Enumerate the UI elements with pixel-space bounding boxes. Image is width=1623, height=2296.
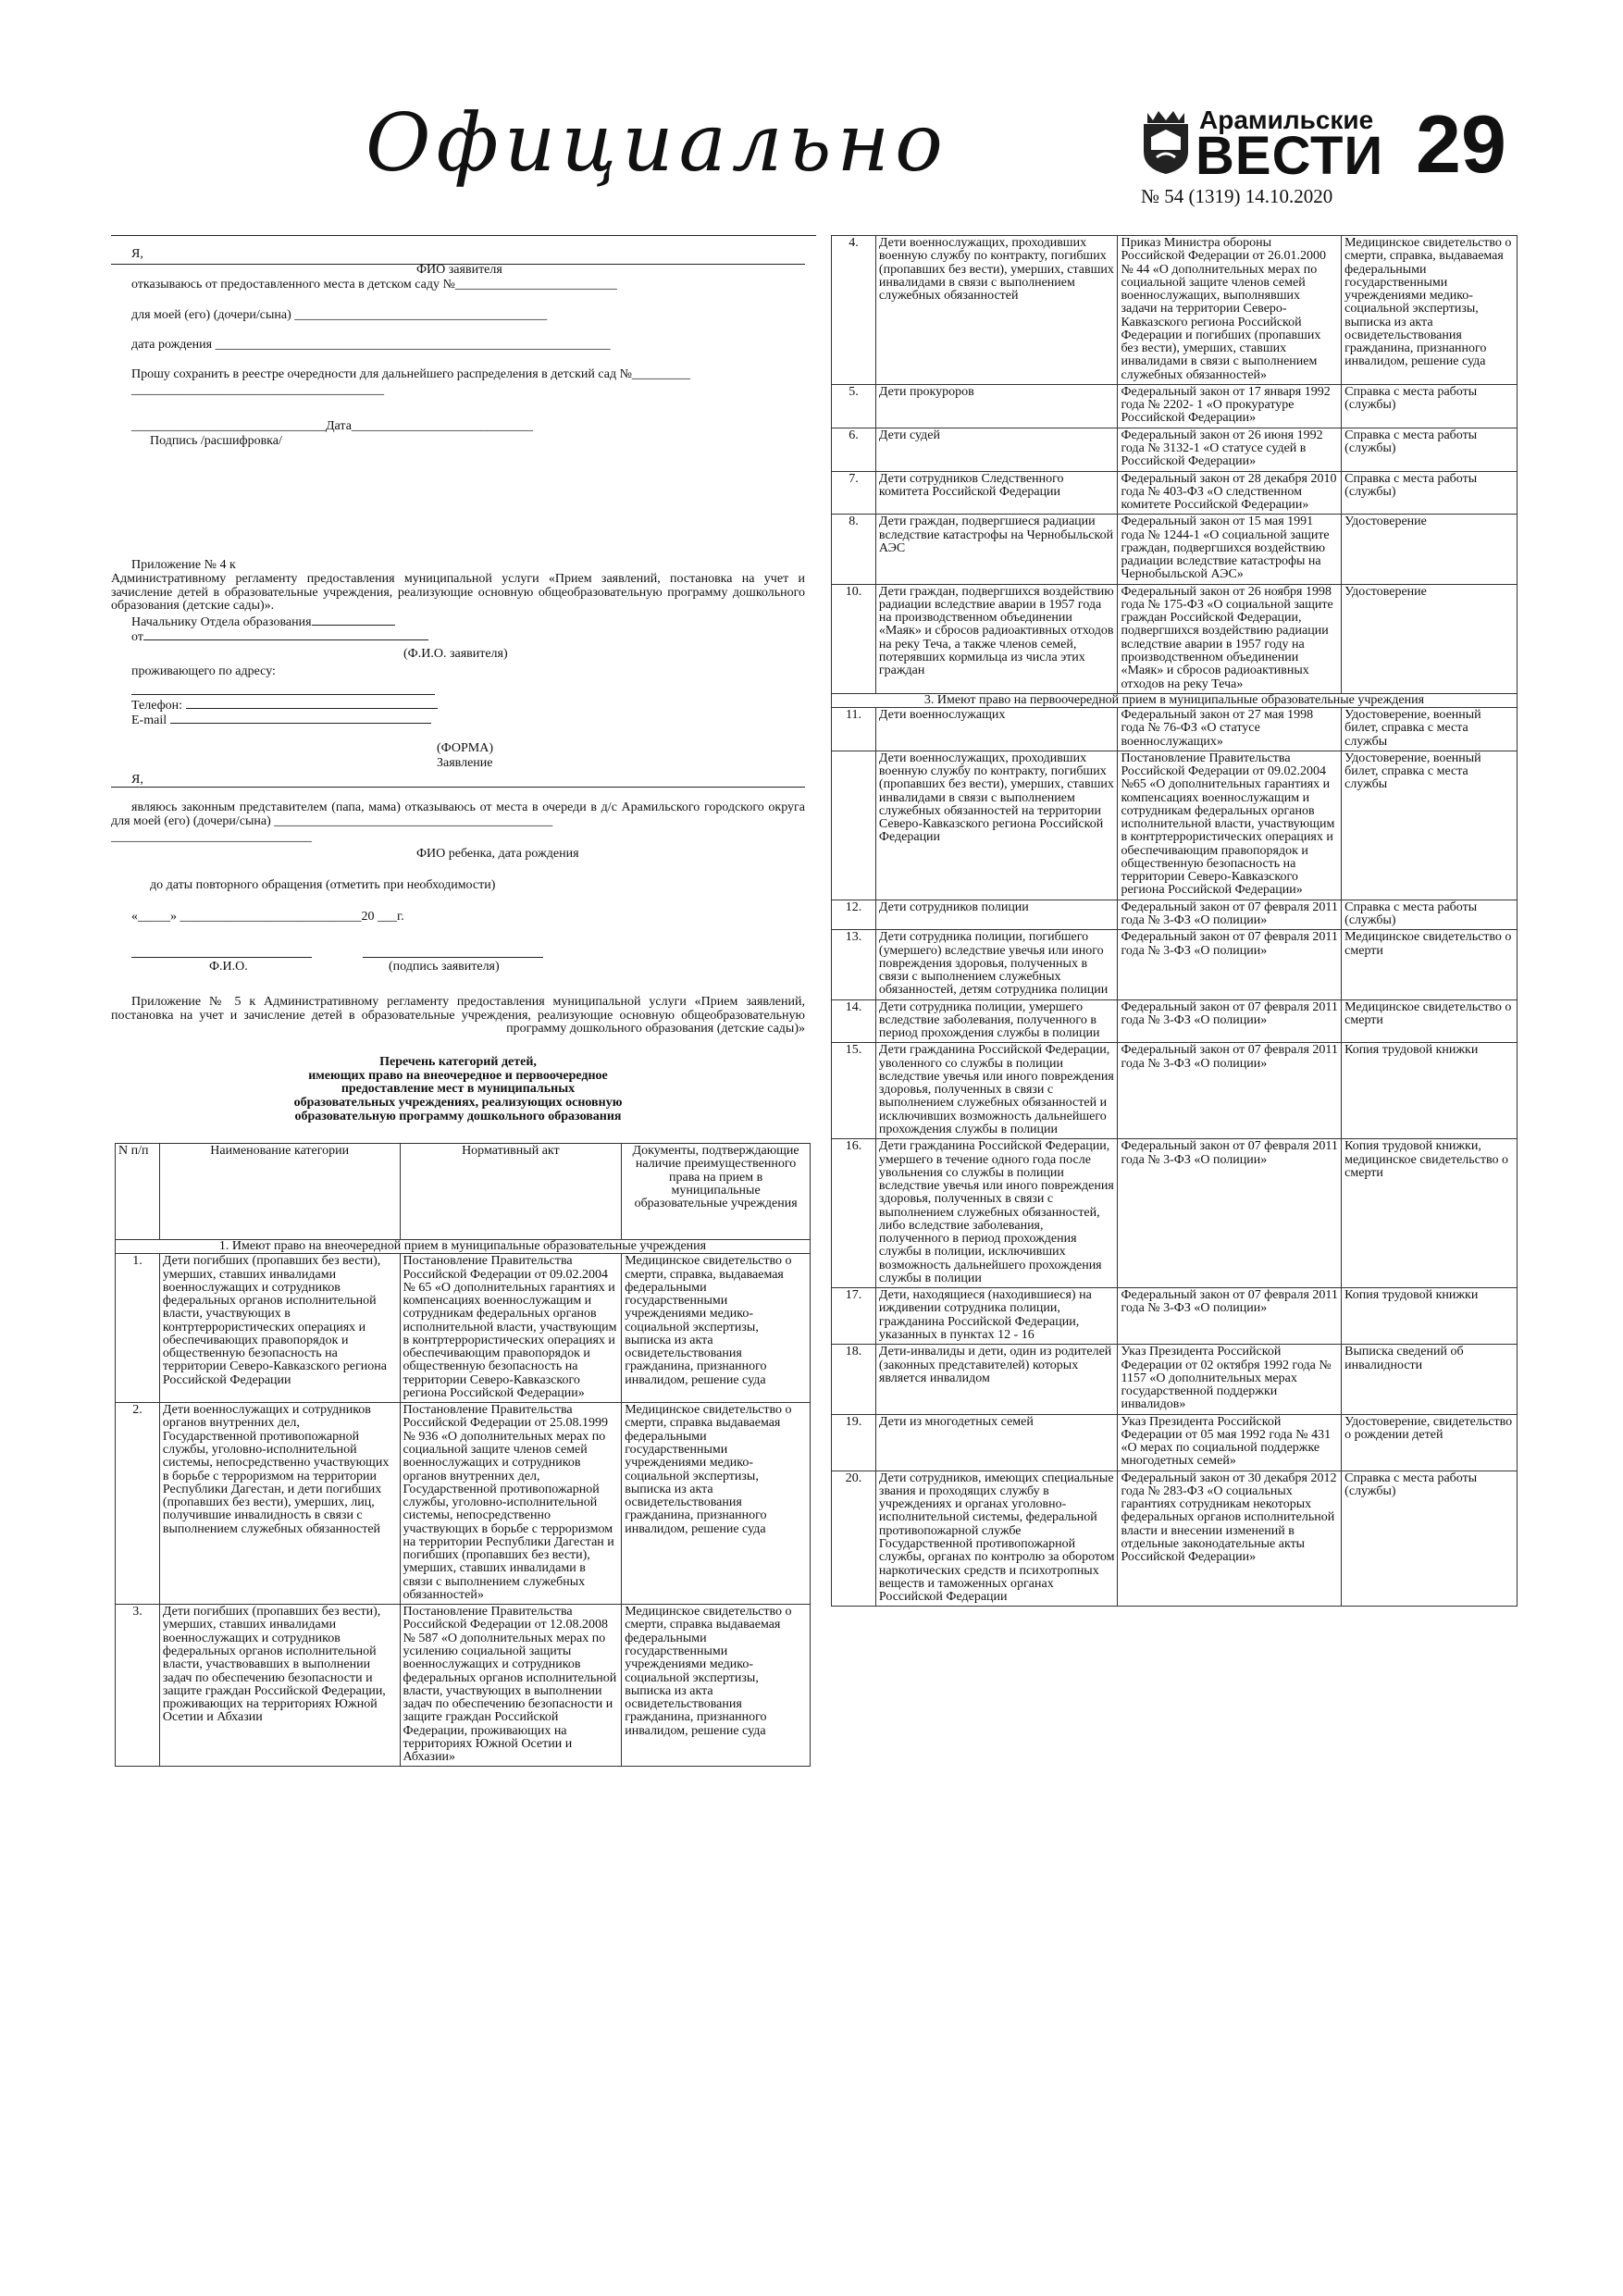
forma-label: (ФОРМА)	[437, 741, 494, 755]
form2-line	[111, 787, 805, 788]
row-act: Постановление Правительства Российской Федерации от 09.02.2004 № 65 «О дополнительных гарантиях и компенсациях военнослужащим и сотрудникам федеральных органов исполнительной власти, участвующим в контртеррористических операциях и обеспечивающим правопорядок и общественную безопасность на территории Северо-Кавказского региона Российской Федерации»	[400, 1254, 622, 1403]
row-act: Постановление Правительства Российской Федерации от 25.08.1999 № 936 «О дополнительных мерах по социальной защите членов семей военнослужащих и сотрудников органов внутренних дел, Государственной противопожарной службы, уголовно-исполнительной системы, непосредственно участвующих в борьбе с терроризмом на территории Республики Дагестан и погибших (пропавших без вести), умерших, ставших инвалидами в связи с выполнением служебных обязанностей»	[400, 1403, 622, 1605]
row-number: 18.	[832, 1345, 876, 1414]
row-act: Федеральный закон от 15 мая 1991 года № 1244-1 «О социальной защите граждан, подвергшихся воздействию радиации вследствие катастрофы на Чернобыльской АЭС»	[1118, 515, 1342, 584]
row-act: Федеральный закон от 07 февраля 2011 года № 3-ФЗ «О полиции»	[1118, 1288, 1342, 1345]
header-rule-left	[111, 235, 816, 236]
row-category: Дети военнослужащих и сотрудников органов внутренних дел, Государственной противопожарной службы, уголовно-исполнительной системы, непосредственно участвующих в борьбе с терроризмом на территории Республики Дагестан, и дети погибших (пропавших без вести), умерших, лиц, получившие инвалидность в связи с выполнением служебных обязанностей	[159, 1403, 400, 1605]
table-row	[832, 1288, 1518, 1345]
form2-body: являюсь законным представителем (папа, мама) отказываюсь от места в очереди в д/с Арамильского городского округа для моей (его) (дочери/сына) ___________________________________________	[111, 800, 805, 828]
row-number: 3.	[116, 1605, 160, 1767]
row-number: 4.	[832, 236, 876, 385]
section-1-label: 1. Имеют право на внеочередной прием в муниципальные образовательные учреждения	[116, 1240, 811, 1254]
row-category: Дети граждан, подвергшихся воздействию радиации вследствие аварии в 1957 года на производственном объединении «Маяк» и сбросов радиоактивных отходов на реку Теча, а также членов семей, потерявших кормильца из числа этих граждан	[875, 584, 1118, 693]
row-number: 15.	[832, 1043, 876, 1139]
row-category: Дети сотрудников Следственного комитета Российской Федерации	[875, 471, 1118, 515]
newspaper-logo	[1138, 102, 1384, 186]
row-number: 12.	[832, 900, 876, 930]
row-documents: Справка с места работы (службы)	[1342, 1471, 1518, 1607]
table-row	[116, 1605, 811, 1767]
row-documents: Справка с места работы (службы)	[1342, 471, 1518, 515]
row-documents: Копия трудовой книжки, медицинское свидетельство о смерти	[1342, 1139, 1518, 1288]
row-documents: Медицинское свидетельство о смерти, справка, выдаваемая федеральными государственными учреждениями медико-социальной экспертизы, выписка из акта освидетельствования гражданина, признанного инвалидом, решение суда	[622, 1254, 811, 1403]
row-act: Федеральный закон от 17 января 1992 года № 2202- 1 «О прокуратуре Российской Федерации»	[1118, 384, 1342, 428]
row-act: Постановление Правительства Российской Федерации от 09.02.2004 №65 «О дополнительных гарантиях и компенсациях военнослужащим и сотрудникам федеральных органов исполнительной власти, участвующим в контртеррористических операциях и обеспечивающим правопорядок и общественную безопасность на территории Северо-Кавказского региона Российской Федерации»	[1118, 751, 1342, 900]
row-act: Указ Президента Российской Федерации от 02 октября 1992 года № 1157 «О дополнительных мерах государственной поддержки инвалидов»	[1118, 1345, 1342, 1414]
row-number	[832, 751, 876, 900]
row-documents: Удостоверение, военный билет, справка с места службы	[1342, 751, 1518, 900]
row-category: Дети сотрудников, имеющих специальные звания и проходящих службу в учреждениях и органах уголовно-исполнительной системы, федеральной противопожарной службе Государственной противопожарной службы, органах по контролю за оборотом наркотических средств и психотропных веществ и таможенных органах Российской Федерации	[875, 1471, 1118, 1607]
row-act: Федеральный закон от 07 февраля 2011 года № 3-ФЗ «О полиции»	[1118, 1139, 1342, 1288]
table-row	[832, 1471, 1518, 1607]
header-cell: N п/п	[116, 1144, 160, 1240]
row-documents: Удостоверение	[1342, 584, 1518, 693]
logo-main-text: ВЕСТИ	[1196, 126, 1384, 186]
row-category: Дети сотрудника полиции, умершего вследствие заболевания, полученного в период прохождения службы в полиции	[875, 999, 1118, 1043]
address-label: проживающего по адресу:	[131, 664, 276, 678]
row-category: Дети из многодетных семей	[875, 1414, 1118, 1471]
sign-line	[363, 948, 543, 958]
row-category: Дети граждан, подвергшиеся радиации вследствие катастрофы на Чернобыльской АЭС	[875, 515, 1118, 584]
row-act: Федеральный закон от 28 декабря 2010 года № 403-ФЗ «О следственном комитете Российской Федерации»	[1118, 471, 1342, 515]
appendix5-text: Приложение № 5 к Административному регламенту предоставления муниципальной услуги «Прием заявлений, постановка на учет и зачисление детей в образовательные учреждения, реализующие основную общеобразовательную программу дошкольного образования (детские сады)»	[111, 995, 805, 1036]
page-number: 29	[1416, 98, 1506, 190]
table-row	[116, 1254, 811, 1403]
table-row	[832, 900, 1518, 930]
table-row	[832, 930, 1518, 999]
row-number: 8.	[832, 515, 876, 584]
row-category: Дети судей	[875, 428, 1118, 471]
form1-sign: Подпись /расшифровка/	[150, 434, 282, 448]
sign-app-label: (подпись заявителя)	[389, 960, 500, 974]
row-number: 2.	[116, 1403, 160, 1605]
coat-of-arms-icon	[1138, 109, 1194, 176]
fio-short-label: Ф.И.О.	[209, 960, 248, 974]
table-header-row	[116, 1144, 811, 1240]
row-documents: Удостоверение, военный билет, справка с места службы	[1342, 708, 1518, 751]
categories-table-left	[115, 1143, 811, 1767]
form1-child: для моей (его) (дочери/сына) _______________________________________	[131, 308, 548, 322]
row-category: Дети погибших (пропавших без вести), умерших, ставших инвалидами военнослужащих и сотрудников федеральных органов исполнительной власти, участвующих в контртеррористических операциях и обеспечивающих правопорядок и общественную безопасность на территории Северо-Кавказского региона Российской Федерации	[159, 1254, 400, 1403]
categories-table-right	[831, 235, 1518, 1607]
row-category: Дети гражданина Российской Федерации, уволенного со службы в полиции вследствие увечья или иного повреждения здоровья, полученных в связи с выполнением служебных обязанностей и исключивших возможность дальнейшего прохождения службы в полиции	[875, 1043, 1118, 1139]
table-row	[832, 708, 1518, 751]
form1-date-line: ______________________________Дата____________________________	[131, 419, 533, 433]
table-row	[832, 751, 1518, 900]
from-line: от	[131, 631, 428, 645]
row-act: Постановление Правительства Российской Федерации от 12.08.2008 № 587 «О дополнительных мерах по усилению социальной защиты военнослужащих и сотрудников федеральных органов исполнительной власти, участвующих в выполнении задач по обеспечению безопасности и защите граждан Российской Федерации, проживающих на территориях Южной Осетии и Абхазии»	[400, 1605, 622, 1767]
phone-line: Телефон:	[131, 700, 438, 714]
until-label: до даты повторного обращения (отметить при необходимости)	[150, 878, 496, 892]
row-act: Указ Президента Российской Федерации от 05 мая 1992 года № 431 «О мерах по социальной поддержке многодетных семей»	[1118, 1414, 1342, 1471]
appendix4-text: Административному регламенту предоставления муниципальной услуги «Прием заявлений, постановка на учет и зачисление детей в образовательные учреждения, реализующие основную общеобразовательную программу дошкольного образования (детские сады)».	[111, 572, 805, 614]
row-documents: Медицинское свидетельство о смерти	[1342, 999, 1518, 1043]
header-cell: Документы, подтверждающие наличие преимущественного права на прием в муниципальные образовательные учреждения	[622, 1144, 811, 1240]
row-documents: Справка с места работы (службы)	[1342, 900, 1518, 930]
table-row	[832, 428, 1518, 471]
row-documents: Медицинское свидетельство о смерти, справка выдаваемая федеральными государственными учреждениями медико-социальной экспертизы, выписка из акта освидетельствования гражданина, признанного инвалидом, решение суда	[622, 1403, 811, 1605]
row-number: 19.	[832, 1414, 876, 1471]
row-number: 1.	[116, 1254, 160, 1403]
section-row	[116, 1240, 811, 1254]
section-3-label: 3. Имеют право на первоочередной прием в муниципальные образовательные учреждения	[832, 693, 1518, 707]
row-category: Дети, находящиеся (находившиеся) на иждивении сотрудника полиции, гражданина Российской Федерации, указанных в пунктах 12 - 16	[875, 1288, 1118, 1345]
table-row	[832, 1139, 1518, 1288]
fio-applicant-label: (Ф.И.О. заявителя)	[403, 647, 508, 661]
form1-fio-label: ФИО заявителя	[416, 263, 502, 277]
form1-refuse: отказываюсь от предоставленного места в детском саду №_________________________	[131, 278, 617, 292]
row-number: 7.	[832, 471, 876, 515]
row-documents: Справка с места работы (службы)	[1342, 428, 1518, 471]
row-category: Дети военнослужащих, проходивших военную службу по контракту, погибших (пропавших без вести), умерших, ставших инвалидами в связи с выполнением служебных обязанностей на территории Северо-Кавказского региона Российской Федерации	[875, 751, 1118, 900]
fio-sign-line	[131, 948, 312, 958]
list-title: Перечень категорий детей, имеющих право на внеочередное и первоочередное предоставление мест в муниципальных образовательных учреждениях, реализующих основную образовательную программу дошкольного образования	[293, 1055, 623, 1123]
row-act: Федеральный закон от 27 мая 1998 года № 76-ФЗ «О статусе военнослужащих»	[1118, 708, 1342, 751]
table-row	[832, 384, 1518, 428]
row-category: Дети военнослужащих	[875, 708, 1118, 751]
row-category: Дети сотрудника полиции, погибшего (умершего) вследствие увечья или иного повреждения здоровья, полученных в связи с выполнением служебных обязанностей, детям сотрудника полиции	[875, 930, 1118, 999]
row-category: Дети прокуроров	[875, 384, 1118, 428]
row-number: 13.	[832, 930, 876, 999]
row-number: 5.	[832, 384, 876, 428]
row-category: Дети военнослужащих, проходивших военную службу по контракту, погибших (пропавших без вести), умерших, ставших инвалидами в связи с выполнением служебных обязанностей	[875, 236, 1118, 385]
form1-keep-line: _______________________________________	[131, 383, 384, 397]
table-row	[832, 471, 1518, 515]
row-act: Приказ Министра обороны Российской Федерации от 26.01.2000 № 44 «О дополнительных мерах по социальной защите членов семей военнослужащих, выполнявших задачи на территории Северо-Кавказского региона Российской Федерации и погибших (пропавших без вести), умерших, ставших инвалидами в связи с выполнением служебных обязанностей»	[1118, 236, 1342, 385]
row-documents: Копия трудовой книжки	[1342, 1288, 1518, 1345]
form1-ya: Я,	[131, 247, 143, 261]
date-line: «_____» ____________________________20 ___г.	[131, 910, 404, 924]
row-number: 10.	[832, 584, 876, 693]
table-row	[116, 1403, 811, 1605]
row-act: Федеральный закон от 07 февраля 2011 года № 3-ФЗ «О полиции»	[1118, 1043, 1342, 1139]
row-documents: Удостоверение	[1342, 515, 1518, 584]
row-category: Дети гражданина Российской Федерации, умершего в течение одного года после увольнения со службы в полиции вследствие увечья или иного повреждения здоровья, полученных в связи с выполнением служебных обязанностей, либо вследствие заболевания, полученного в период прохождения службы в полиции, исключивших возможность дальнейшего прохождения службы в полиции	[875, 1139, 1118, 1288]
issue-number: № 54 (1319) 14.10.2020	[1141, 185, 1333, 207]
form1-dob: дата рождения _____________________________________________________________	[131, 338, 611, 352]
row-act: Федеральный закон от 26 июня 1992 года № 3132-1 «О статусе судей в Российской Федерации»	[1118, 428, 1342, 471]
statement-label: Заявление	[437, 756, 493, 770]
row-act: Федеральный закон от 07 февраля 2011 года № 3-ФЗ «О полиции»	[1118, 930, 1342, 999]
row-documents: Медицинское свидетельство о смерти, справка выдаваемая федеральными государственными учреждениями медико-социальной экспертизы, выписка из акта освидетельствования гражданина, признанного инвалидом, решение суда	[622, 1605, 811, 1767]
row-category: Дети погибших (пропавших без вести), умерших, ставших инвалидами военнослужащих и сотрудников федеральных органов исполнительной власти, участвовавших в выполнении задач по обеспечению безопасности и защите граждан Российской Федерации, проживающих на территориях Южной Осетии и Абхазии	[159, 1605, 400, 1767]
row-act: Федеральный закон от 07 февраля 2011 года № 3-ФЗ «О полиции»	[1118, 999, 1342, 1043]
form2-ya: Я,	[131, 773, 143, 787]
address-line	[131, 681, 435, 695]
table-row	[832, 1345, 1518, 1414]
table-row	[832, 1043, 1518, 1139]
row-documents: Удостоверение, свидетельство о рождении детей	[1342, 1414, 1518, 1471]
form1-keep: Прошу сохранить в реестре очередности для дальнейшего распределения в детский сад №_________	[131, 367, 690, 381]
header-cell: Наименование категории	[159, 1144, 400, 1240]
table-row	[832, 999, 1518, 1043]
row-number: 16.	[832, 1139, 876, 1288]
header-cell: Нормативный акт	[400, 1144, 622, 1240]
appendix4-label: Приложение № 4 к	[131, 558, 236, 572]
row-number: 14.	[832, 999, 876, 1043]
child-fio-label: ФИО ребенка, дата рождения	[416, 847, 579, 861]
row-documents: Справка с места работы (службы)	[1342, 384, 1518, 428]
form2-body-line: _______________________________	[111, 830, 312, 844]
row-act: Федеральный закон от 26 ноября 1998 года № 175-ФЗ «О социальной защите граждан Российской Федерации, подвергшихся воздействию радиации вследствие аварии в 1957 году на производственном объединении «Маяк» и сбросов радиоактивных отходов на реку Теча»	[1118, 584, 1342, 693]
row-documents: Медицинское свидетельство о смерти	[1342, 930, 1518, 999]
row-number: 6.	[832, 428, 876, 471]
row-number: 17.	[832, 1288, 876, 1345]
row-number: 20.	[832, 1471, 876, 1607]
row-documents: Выписка сведений об инвалидности	[1342, 1345, 1518, 1414]
section-row	[832, 693, 1518, 707]
row-act: Федеральный закон от 07 февраля 2011 года № 3-ФЗ «О полиции»	[1118, 900, 1342, 930]
row-category: Дети сотрудников полиции	[875, 900, 1118, 930]
table-row	[832, 515, 1518, 584]
logo-top-text: Арамильские	[1199, 105, 1374, 134]
row-category: Дети-инвалиды и дети, один из родителей (законных представителей) которых является инвалидом	[875, 1345, 1118, 1414]
section-title: Официально	[365, 97, 948, 190]
row-documents: Копия трудовой книжки	[1342, 1043, 1518, 1139]
table-row	[832, 236, 1518, 385]
email-line: E-mail	[131, 714, 431, 728]
to-head: Начальнику Отдела образования	[131, 616, 395, 630]
row-number: 11.	[832, 708, 876, 751]
table-row	[832, 584, 1518, 693]
row-act: Федеральный закон от 30 декабря 2012 года № 283-ФЗ «О социальных гарантиях сотрудникам некоторых федеральных органов исполнительной власти и внесении изменений в отдельные законодательные акты Российской Федерации»	[1118, 1471, 1342, 1607]
table-row	[832, 1414, 1518, 1471]
row-documents: Медицинское свидетельство о смерти, справка, выдаваемая федеральными государственными учреждениями медико-социальной экспертизы, выписка из акта освидетельствования гражданина, признанного инвалидом, решение суда	[1342, 236, 1518, 385]
